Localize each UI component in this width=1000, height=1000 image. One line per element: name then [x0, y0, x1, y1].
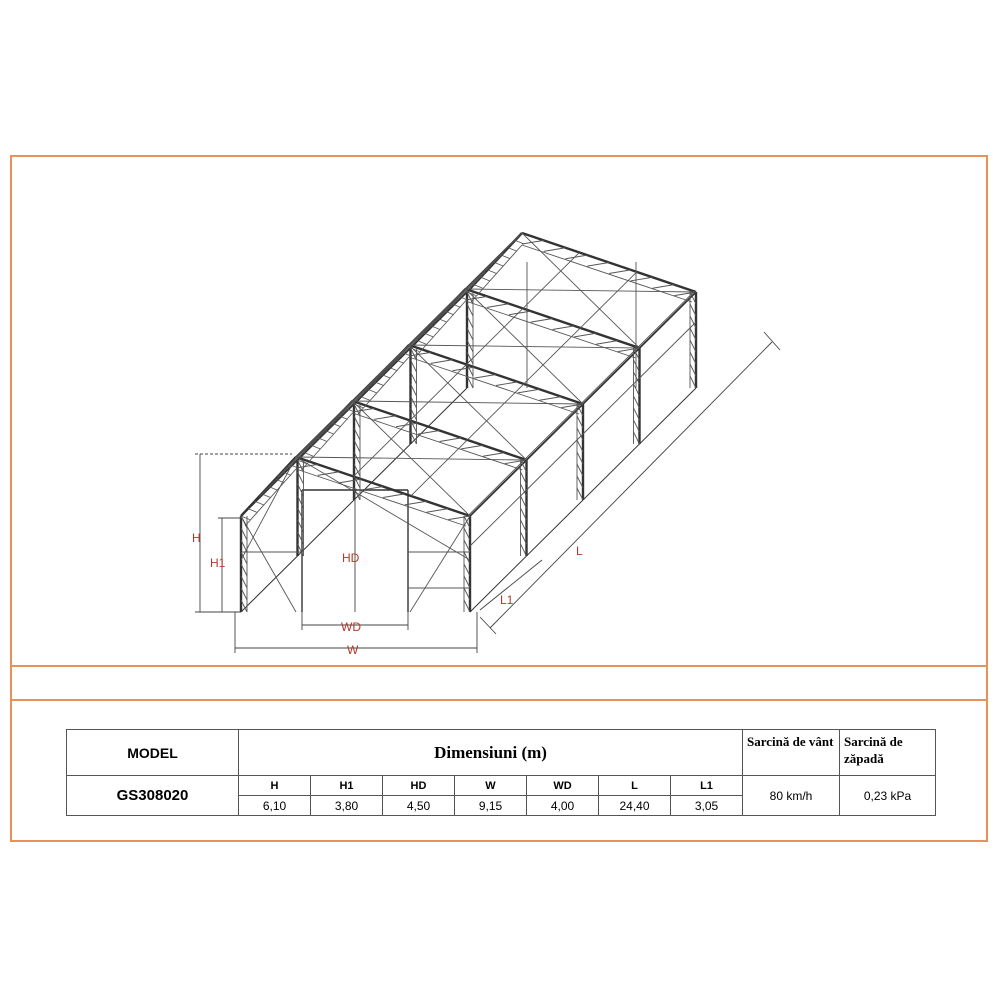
dimensions-title: Dimensiuni (m) — [239, 730, 743, 776]
rafter-lattice — [540, 397, 562, 401]
wind-load-value: 80 km/h — [743, 776, 840, 816]
dim-label-w: W — [347, 643, 359, 657]
rafter-lattice — [448, 516, 470, 520]
dim-label-h: H — [192, 531, 201, 545]
value-h1: 3,80 — [311, 796, 383, 816]
frame-rafter-inner-right — [466, 301, 636, 358]
rafter-lattice — [544, 248, 566, 252]
side-rail — [527, 434, 584, 490]
roof-brace — [522, 233, 640, 348]
col-header-wd: WD — [527, 776, 599, 796]
rafter-lattice — [431, 326, 440, 330]
gable-brace — [241, 516, 296, 612]
col-header-l: L — [599, 776, 671, 796]
rafter-lattice — [427, 509, 449, 513]
side-rail — [583, 378, 640, 434]
rafter-lattice — [440, 438, 462, 442]
rafter-lattice — [304, 453, 313, 457]
roof-purlin — [353, 252, 579, 476]
snow-load-header: Sarcină de zăpadă — [840, 730, 936, 776]
roof-brace — [466, 289, 584, 404]
rafter-lattice — [495, 263, 504, 267]
rafter-lattice — [487, 304, 509, 308]
dim-label-hd: HD — [342, 551, 360, 565]
rafter-lattice — [481, 277, 490, 281]
rafter-lattice — [501, 255, 510, 259]
frame-rafter-inner-right — [409, 357, 579, 414]
wind-load-header: Sarcină de vânt — [743, 730, 840, 776]
value-l: 24,40 — [599, 796, 671, 816]
specs-table — [66, 729, 936, 816]
rafter-lattice — [418, 431, 440, 435]
dim-line-l — [490, 342, 772, 628]
col-header-l1: L1 — [671, 776, 743, 796]
snow-load-value: 0,23 kPa — [840, 776, 936, 816]
rafter-lattice — [417, 341, 426, 345]
value-wd: 4,00 — [527, 796, 599, 816]
rafter-lattice — [508, 248, 517, 252]
rafter-lattice — [375, 382, 384, 386]
rafter-lattice — [248, 509, 257, 513]
dim-ext-l — [480, 617, 496, 634]
col-header-hd: HD — [383, 776, 455, 796]
rafter-lattice — [596, 341, 618, 345]
rafter-lattice — [361, 397, 370, 401]
rafter-lattice — [318, 438, 327, 442]
value-hd: 4,50 — [383, 796, 455, 816]
rafter-lattice — [474, 375, 496, 379]
rafter-lattice — [368, 389, 377, 393]
rafter-lattice — [383, 494, 405, 498]
rafter-lattice — [631, 277, 653, 281]
model-value: GS308020 — [67, 776, 239, 816]
col-header-h1: H1 — [311, 776, 383, 796]
rafter-lattice — [311, 445, 320, 449]
frame-rafter-inner-right — [522, 245, 692, 302]
col-header-h: H — [239, 776, 311, 796]
dim-label-l: L — [576, 544, 583, 558]
gable-brace — [296, 457, 470, 560]
rafter-lattice — [574, 333, 596, 337]
rafter-lattice — [653, 285, 675, 289]
rafter-lattice — [553, 326, 575, 330]
rafter-lattice — [461, 445, 483, 449]
rafter-lattice — [262, 494, 271, 498]
rafter-lattice — [431, 360, 453, 364]
rafter-lattice — [518, 389, 540, 393]
frame-rafter-inner-right — [296, 469, 466, 526]
rafter-lattice — [340, 479, 362, 483]
rafter-lattice — [483, 453, 505, 457]
rafter-lattice — [496, 382, 518, 386]
rafter-lattice — [488, 270, 497, 274]
dim-label-l1: L1 — [500, 593, 514, 607]
side-rail — [470, 490, 527, 546]
rafter-lattice — [515, 240, 524, 244]
rafter-lattice — [609, 270, 631, 274]
rafter-lattice — [424, 333, 433, 337]
rafter-lattice — [474, 285, 483, 289]
gable-brace — [410, 516, 470, 612]
col-header-w: W — [455, 776, 527, 796]
value-h: 6,10 — [239, 796, 311, 816]
rafter-lattice — [587, 263, 609, 267]
rafter-lattice — [374, 416, 396, 420]
dim-label-wd: WD — [341, 620, 361, 634]
value-l1: 3,05 — [671, 796, 743, 816]
frame-rafter-inner-right — [353, 413, 523, 470]
value-w: 9,15 — [455, 796, 527, 816]
dim-label-h1: H1 — [210, 556, 226, 570]
rafter-lattice — [255, 501, 264, 505]
side-rail — [640, 322, 697, 378]
rafter-lattice — [531, 319, 553, 323]
model-header: MODEL — [67, 730, 239, 776]
